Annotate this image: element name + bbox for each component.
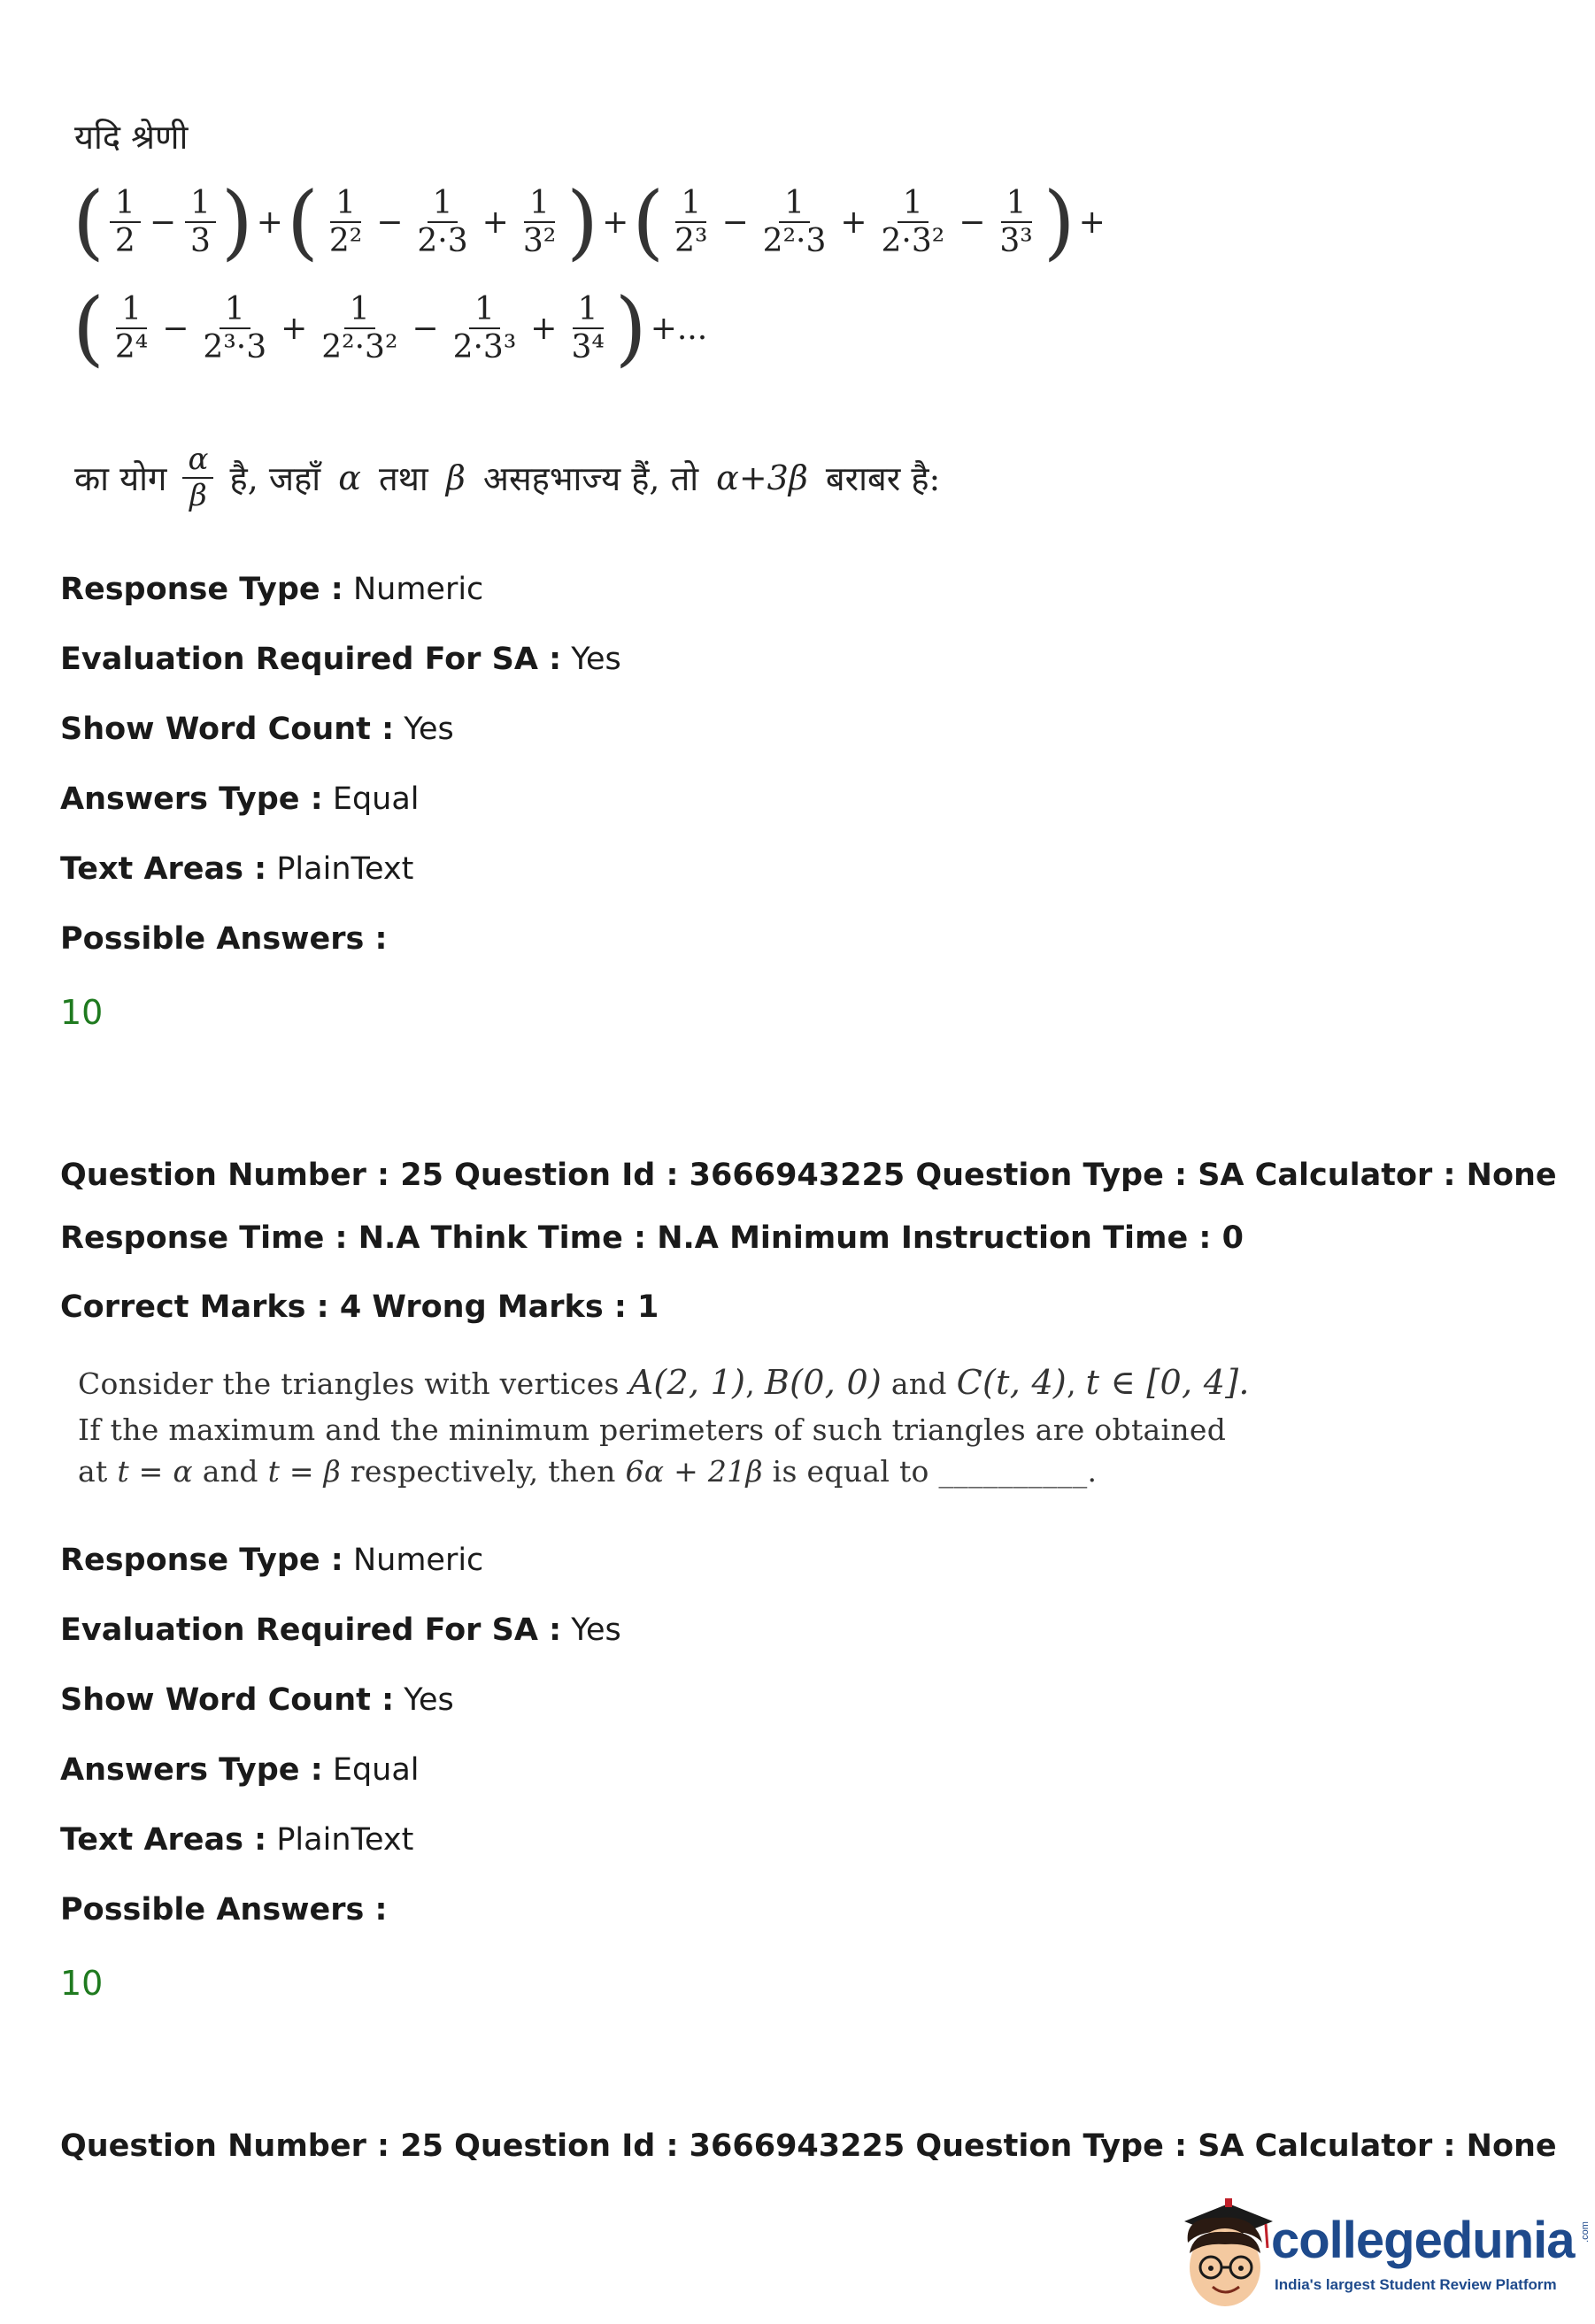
numerator: 1	[898, 185, 928, 223]
text-areas-label: Text Areas :	[60, 851, 267, 887]
response-type-label: Response Type :	[60, 572, 343, 607]
target-expression: α+3β	[716, 458, 808, 498]
denominator: 2·3²	[881, 223, 945, 259]
text-areas-value: PlainText	[276, 851, 414, 887]
open-paren: (	[73, 174, 104, 269]
group-connector: +...	[650, 310, 708, 347]
group-connector: +	[256, 204, 283, 241]
series-row-1-group-0	[73, 174, 253, 269]
operator: −	[149, 204, 176, 241]
fraction-term	[518, 185, 561, 260]
question-25-header-line-3: Correct Marks : 4 Wrong Marks : 1	[60, 1289, 659, 1325]
numerator: 1	[469, 291, 500, 329]
logo-tagline: India's largest Student Review Platform	[1275, 2276, 1557, 2293]
word-count-value: Yes	[404, 1682, 454, 1718]
operator: −	[959, 204, 986, 241]
question-25-line-1: Consider the triangles with vertices A(2, 1), B(0, 0) and C(t, 4), t ∈ [0, 4].	[78, 1363, 1250, 1402]
text-areas-2	[60, 1822, 413, 1858]
numerator: 1	[675, 185, 706, 223]
t-range: t ∈ [0, 4].	[1085, 1363, 1250, 1402]
numerator: 1	[220, 291, 250, 329]
fraction-term	[197, 291, 272, 366]
operator: +	[482, 204, 509, 241]
denominator: 2²·3²	[321, 329, 398, 366]
fraction-term	[316, 291, 403, 366]
denominator: 2²·3	[762, 223, 827, 259]
numerator: 1	[1001, 185, 1032, 223]
response-type-1	[60, 572, 483, 607]
answers-type-value: Equal	[332, 781, 420, 817]
sum-mid-1: है, जहाँ	[229, 459, 321, 499]
denominator: 2·3	[417, 223, 468, 259]
denominator: 2³·3	[203, 329, 267, 366]
logo-wordmark	[1271, 2211, 1595, 2270]
question-25-line-3: at t = α and t = β respectively, then 6α + 21β is equal to __________.	[78, 1454, 1098, 1489]
fraction-term	[185, 185, 216, 260]
response-type-value: Numeric	[352, 572, 484, 607]
sum-prefix: का योग	[74, 459, 167, 499]
operator: +	[281, 310, 308, 347]
denominator: 3²	[522, 223, 557, 259]
evaluation-2	[60, 1612, 621, 1648]
alpha-symbol: α	[338, 458, 361, 498]
frac-denominator: β	[189, 478, 207, 514]
text-areas-1	[60, 851, 413, 887]
sum-statement	[74, 442, 940, 513]
series-row-1-group-2	[632, 174, 1075, 269]
answers-type-value: Equal	[332, 1752, 420, 1788]
numerator: 1	[344, 291, 375, 329]
possible-answers-2	[60, 1892, 388, 1928]
numerator: 1	[573, 291, 604, 329]
close-paren: )	[220, 174, 253, 269]
text-areas-label: Text Areas :	[60, 1822, 267, 1858]
fraction-term	[994, 185, 1037, 260]
open-paren: (	[286, 174, 319, 269]
possible-answers-label: Possible Answers :	[60, 921, 388, 957]
fraction-term	[566, 291, 609, 366]
word-count-label: Show Word Count :	[60, 1682, 395, 1718]
text-areas-value: PlainText	[276, 1822, 414, 1858]
numerator: 1	[428, 185, 458, 223]
answer-blank: __________.	[938, 1454, 1098, 1489]
word-count-1	[60, 712, 454, 747]
answer-value-2: 10	[60, 1964, 104, 2003]
group-connector: +	[602, 204, 629, 241]
fraction-term	[110, 185, 141, 260]
denominator: 2³	[674, 223, 708, 259]
answer-value-1: 10	[60, 993, 104, 1032]
operator: +	[530, 310, 558, 347]
evaluation-value: Yes	[571, 642, 621, 677]
close-paren: )	[566, 174, 599, 269]
denominator: 2⁴	[114, 329, 149, 366]
alpha-over-beta	[182, 442, 213, 513]
evaluation-label: Evaluation Required For SA :	[60, 642, 562, 677]
numerator: 1	[110, 185, 141, 223]
denominator: 3	[189, 223, 211, 259]
operator: −	[376, 204, 404, 241]
sum-mid-3: असहभाज्य हैं, तो	[482, 459, 699, 499]
response-type-label: Response Type :	[60, 1543, 343, 1578]
close-paren: )	[614, 281, 647, 375]
target-expression-25: 6α + 21β	[625, 1454, 763, 1489]
possible-answers-1	[60, 921, 388, 957]
vertex-a: A(2, 1)	[628, 1363, 746, 1402]
response-type-2	[60, 1543, 483, 1578]
logo-com: .com	[1579, 2221, 1591, 2243]
fraction-term	[448, 291, 522, 366]
question-25-header-line-2: Response Time : N.A Think Time : N.A Minimum Instruction Time : 0	[60, 1220, 1244, 1256]
question-25-header-line-1: Question Number : 25 Question Id : 3666943225 Question Type : SA Calculator : None	[60, 1158, 1557, 1193]
word-count-value: Yes	[404, 712, 454, 747]
question-24-image	[0, 0, 1580, 531]
fraction-term	[758, 185, 832, 260]
operator: −	[162, 310, 189, 347]
numerator: 1	[330, 185, 361, 223]
t-beta: t = β	[267, 1454, 342, 1489]
t-alpha: t = α	[117, 1454, 194, 1489]
question-25b-header-line-1: Question Number : 25 Question Id : 3666943225 Question Type : SA Calculator : None	[60, 2128, 1557, 2164]
fraction-term	[669, 185, 713, 260]
series-intro: यदि श्रेणी	[74, 118, 189, 157]
word-count-2	[60, 1682, 454, 1718]
fraction-term	[324, 185, 367, 260]
vertex-b: B(0, 0)	[764, 1363, 882, 1402]
series-row-2-group-0	[73, 281, 647, 375]
answers-type-label: Answers Type :	[60, 781, 323, 817]
denominator: 3³	[999, 223, 1033, 259]
open-paren: (	[632, 174, 665, 269]
fraction-term	[412, 185, 473, 260]
denominator: 2·3³	[452, 329, 517, 366]
operator: +	[840, 204, 867, 241]
student-mascot-icon	[1167, 2191, 1282, 2315]
numerator: 1	[524, 185, 555, 223]
numerator: 1	[116, 291, 147, 329]
operator: −	[721, 204, 749, 241]
series-row-1	[73, 174, 1109, 269]
question-25-line-2: If the maximum and the minimum perimeters of such triangles are obtained	[78, 1412, 1227, 1447]
logo-name: collegedunia	[1271, 2212, 1575, 2269]
denominator: 2²	[328, 223, 363, 259]
operator: −	[412, 310, 439, 347]
denominator: 2	[114, 223, 135, 259]
vertex-c: C(t, 4)	[956, 1363, 1067, 1402]
close-paren: )	[1043, 174, 1075, 269]
beta-symbol: β	[445, 458, 466, 498]
numerator: 1	[185, 185, 216, 223]
sum-mid-2: तथा	[378, 459, 428, 499]
word-count-label: Show Word Count :	[60, 712, 395, 747]
evaluation-1	[60, 642, 621, 677]
evaluation-value: Yes	[571, 1612, 621, 1648]
fraction-term	[876, 185, 951, 260]
answers-type-2	[60, 1752, 420, 1788]
fraction-term	[110, 291, 153, 366]
sum-suffix: बराबर है:	[825, 459, 941, 499]
open-paren: (	[73, 281, 104, 375]
frac-numerator: α	[182, 442, 213, 479]
denominator: 3⁴	[571, 329, 605, 366]
evaluation-label: Evaluation Required For SA :	[60, 1612, 562, 1648]
answers-type-1	[60, 781, 420, 817]
numerator: 1	[779, 185, 810, 223]
response-type-value: Numeric	[352, 1543, 484, 1578]
collegedunia-logo	[1167, 2191, 1591, 2315]
possible-answers-label: Possible Answers :	[60, 1892, 388, 1928]
series-row-2	[73, 281, 711, 375]
answers-type-label: Answers Type :	[60, 1752, 323, 1788]
group-connector: +	[1078, 204, 1106, 241]
